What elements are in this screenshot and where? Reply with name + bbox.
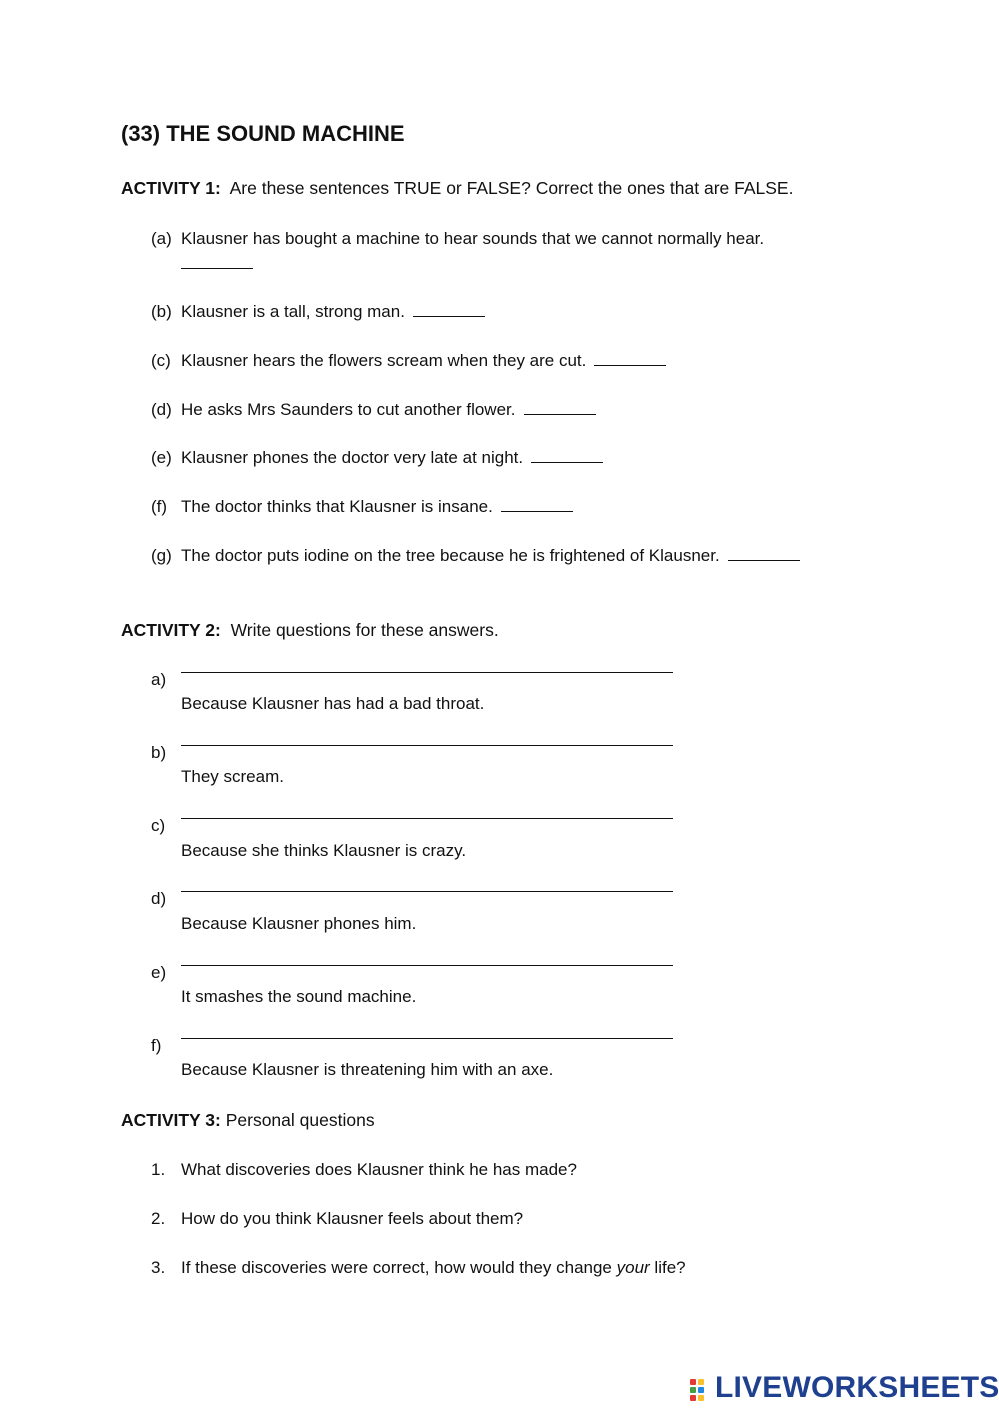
a2-question-line-b[interactable] — [181, 745, 673, 746]
a2-answer-text: Because Klausner is threatening him with an axe. — [181, 1060, 554, 1079]
a1-item-label: (g) — [151, 546, 172, 565]
a1-answer-blank-g[interactable] — [728, 546, 800, 561]
a1-item-text: Klausner has bought a machine to hear sounds that we cannot normally hear. — [181, 229, 765, 248]
a2-item-label: f) — [151, 1036, 162, 1055]
activity-3-header — [121, 1110, 375, 1131]
a3-item-number: 1. — [151, 1160, 166, 1179]
a3-item-number: 2. — [151, 1209, 166, 1228]
a1-item-text: He asks Mrs Saunders to cut another flower. — [181, 400, 516, 419]
a2-question-line-d[interactable] — [181, 891, 673, 892]
liveworksheets-logo-text: LIVEWORKSHEETS — [715, 1371, 999, 1404]
activity-3-heading: ACTIVITY 3: — [121, 1110, 221, 1130]
a1-item-label: (c) — [151, 351, 171, 370]
a1-answer-blank-d[interactable] — [524, 400, 596, 415]
a2-answer-text: It smashes the sound machine. — [181, 987, 417, 1006]
a1-item-text: Klausner is a tall, strong man. — [181, 302, 405, 321]
a1-answer-blank-a[interactable] — [181, 254, 253, 274]
a2-item-label: a) — [151, 670, 167, 689]
a3-question-text: What discoveries does Klausner think he has made? — [181, 1160, 577, 1179]
a1-item-label: (f) — [151, 497, 168, 516]
a1-item-text: The doctor puts iodine on the tree because he is frightened of Klausner. — [181, 546, 720, 565]
a1-item-label: (b) — [151, 302, 172, 321]
a1-answer-blank-f[interactable] — [501, 497, 573, 512]
a1-item-text: The doctor thinks that Klausner is insane. — [181, 497, 493, 516]
a1-item-label: (e) — [151, 448, 172, 467]
a2-item-label: c) — [151, 816, 166, 835]
a3-item-number: 3. — [151, 1258, 166, 1277]
a1-item-label: (d) — [151, 400, 172, 419]
a2-answer-text: Because Klausner phones him. — [181, 914, 417, 933]
a2-answer-text: They scream. — [181, 767, 284, 786]
a3-question-text: How do you think Klausner feels about them? — [181, 1209, 524, 1228]
liveworksheets-logo-icon — [690, 1375, 712, 1401]
activity-1-heading: ACTIVITY 1: — [121, 178, 221, 198]
activity-2-header — [121, 620, 499, 641]
page-title: (33) THE SOUND MACHINE — [121, 121, 405, 146]
a3-question-text — [181, 1258, 686, 1278]
a1-answer-blank-b[interactable] — [413, 302, 485, 317]
activity-1-instruction: Are these sentences TRUE or FALSE? Correct the ones that are FALSE. — [229, 178, 794, 198]
a1-item-text: Klausner phones the doctor very late at night. — [181, 448, 524, 467]
a2-item-label: b) — [151, 743, 167, 762]
a2-question-line-f[interactable] — [181, 1038, 673, 1039]
a3-question-text-part: If these discoveries were correct, how would they change — [181, 1258, 617, 1277]
a2-question-line-a[interactable] — [181, 672, 673, 673]
a1-answer-blank-e[interactable] — [531, 448, 603, 463]
a2-answer-text: Because Klausner has had a bad throat. — [181, 694, 485, 713]
a2-question-line-e[interactable] — [181, 965, 673, 966]
a2-answer-text: Because she thinks Klausner is crazy. — [181, 841, 467, 860]
liveworksheets-logo — [690, 1372, 999, 1404]
activity-2-heading: ACTIVITY 2: — [121, 620, 221, 640]
activity-2-instruction: Write questions for these answers. — [230, 620, 499, 640]
a2-item-label: e) — [151, 963, 167, 982]
a1-item-label: (a) — [151, 229, 172, 248]
a1-answer-blank-c[interactable] — [594, 351, 666, 366]
activity-3-instruction: Personal questions — [225, 1110, 375, 1130]
a3-question-text-emphasis: your — [616, 1258, 650, 1277]
a3-question-text-part: life? — [649, 1258, 686, 1277]
activity-1-header — [121, 178, 793, 199]
a2-question-line-c[interactable] — [181, 818, 673, 819]
a2-item-label: d) — [151, 889, 167, 908]
a1-item-text: Klausner hears the flowers scream when they are cut. — [181, 351, 587, 370]
